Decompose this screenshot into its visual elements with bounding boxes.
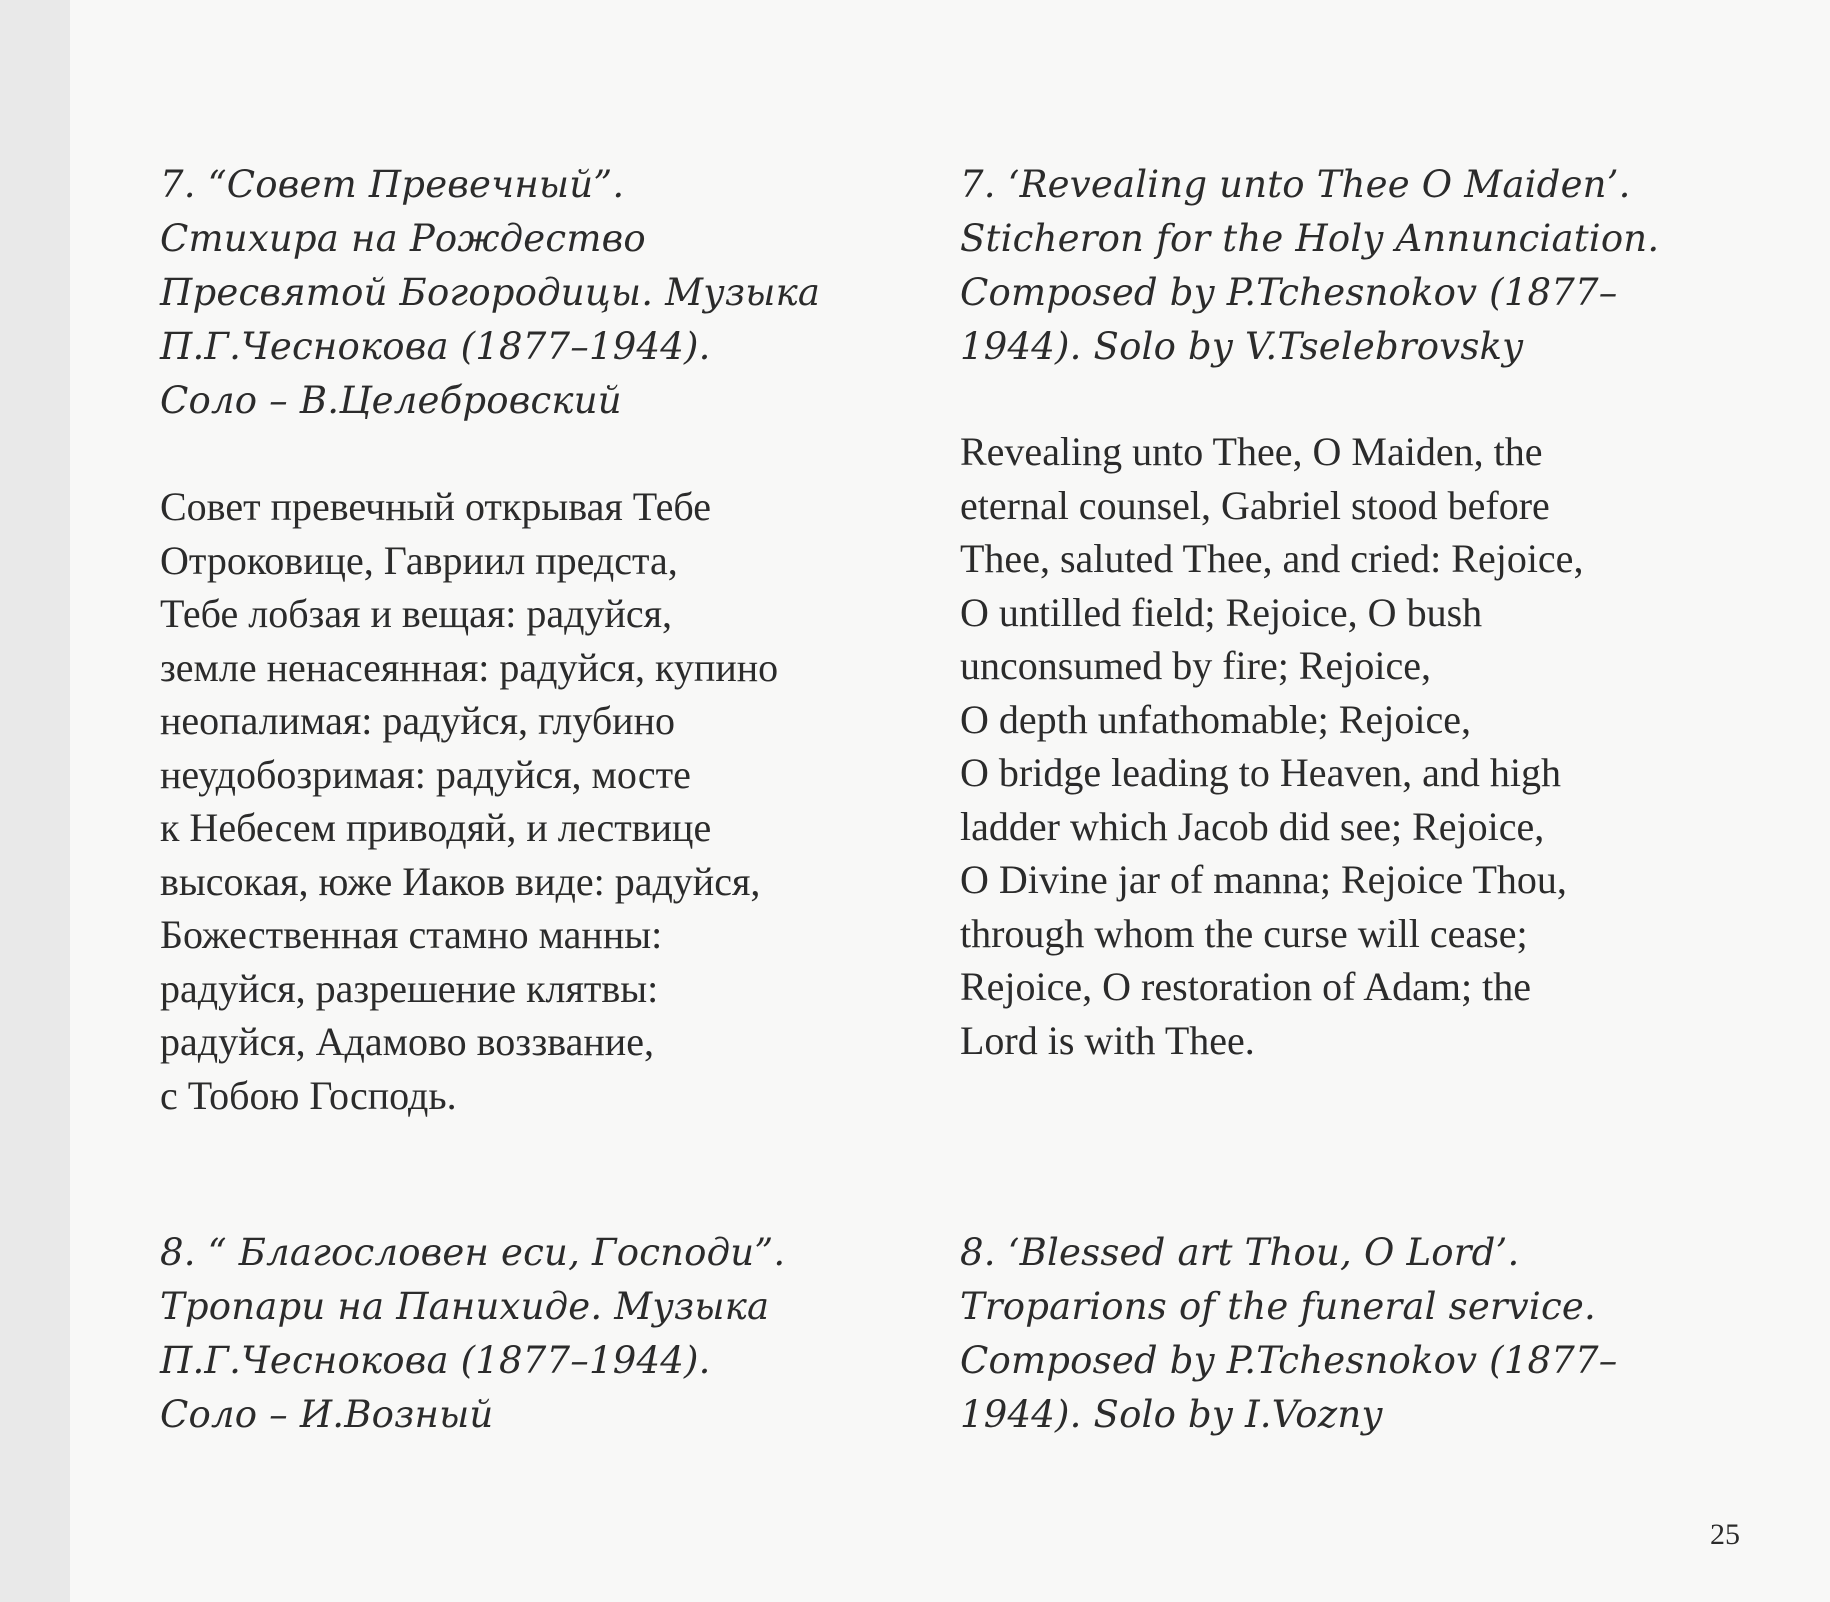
- track-8-heading-ru: 8. “ Благословен еси, Господи”. Тропари на Панихиде. Музыка П.Г.Чеснокова (1877–1944). Соло – И.Возный: [160, 1231, 786, 1436]
- track-7-lyrics-en: Revealing unto Thee, O Maiden, the eternal counsel, Gabriel stood before Thee, saluted Thee, and cried: Rejoice, O untilled field; Rejoice, O bush unconsumed by fire; Rejoice, O depth unfathomable; Rejoice, O bridge leading to Heaven, and high ladder which Jacob did see; Rejoice, O Divine jar of manna; Rejoice Thou, through whom the curse will cease; Rejoice, O restoration of Adam; the Lord is with Thee.: [960, 429, 1584, 1063]
- track-7-heading-en: 7. ‘Revealing unto Thee O Maiden’. Sticheron for the Holy Annunciation. Composed by P.Tchesnokov (1877– 1944). Solo by V.Tselebrovsky: [960, 163, 1660, 368]
- track-7-lyrics-ru: Совет превечный открывая Тебе Отроковице, Гавриил предста, Тебе лобзая и вещая: радуйся, земле ненасеянная: радуйся, купино неопалимая: радуйся, глубино неудобозримая: радуйся, мосте к Небесем приводяй, и лествице высокая, юже Иаков виде: радуйся, Божественная стамно манны: радуйся, разрешение клятвы: радуйся, Адамово воззвание, с Тобою Господь.: [160, 484, 779, 1118]
- track-8-heading-en: 8. ‘Blessed art Thou, O Lord’. Troparions of the funeral service. Composed by P.Tchesnokov (1877– 1944). Solo by I.Vozny: [960, 1231, 1618, 1436]
- booklet-page: [70, 0, 1830, 1602]
- track-7-heading-ru: 7. “Совет Превечный”. Стихира на Рождество Пресвятой Богородицы. Музыка П.Г.Чеснокова (1877–1944). Соло – В.Целебровский: [160, 163, 821, 422]
- page-number: 25: [1710, 1518, 1740, 1551]
